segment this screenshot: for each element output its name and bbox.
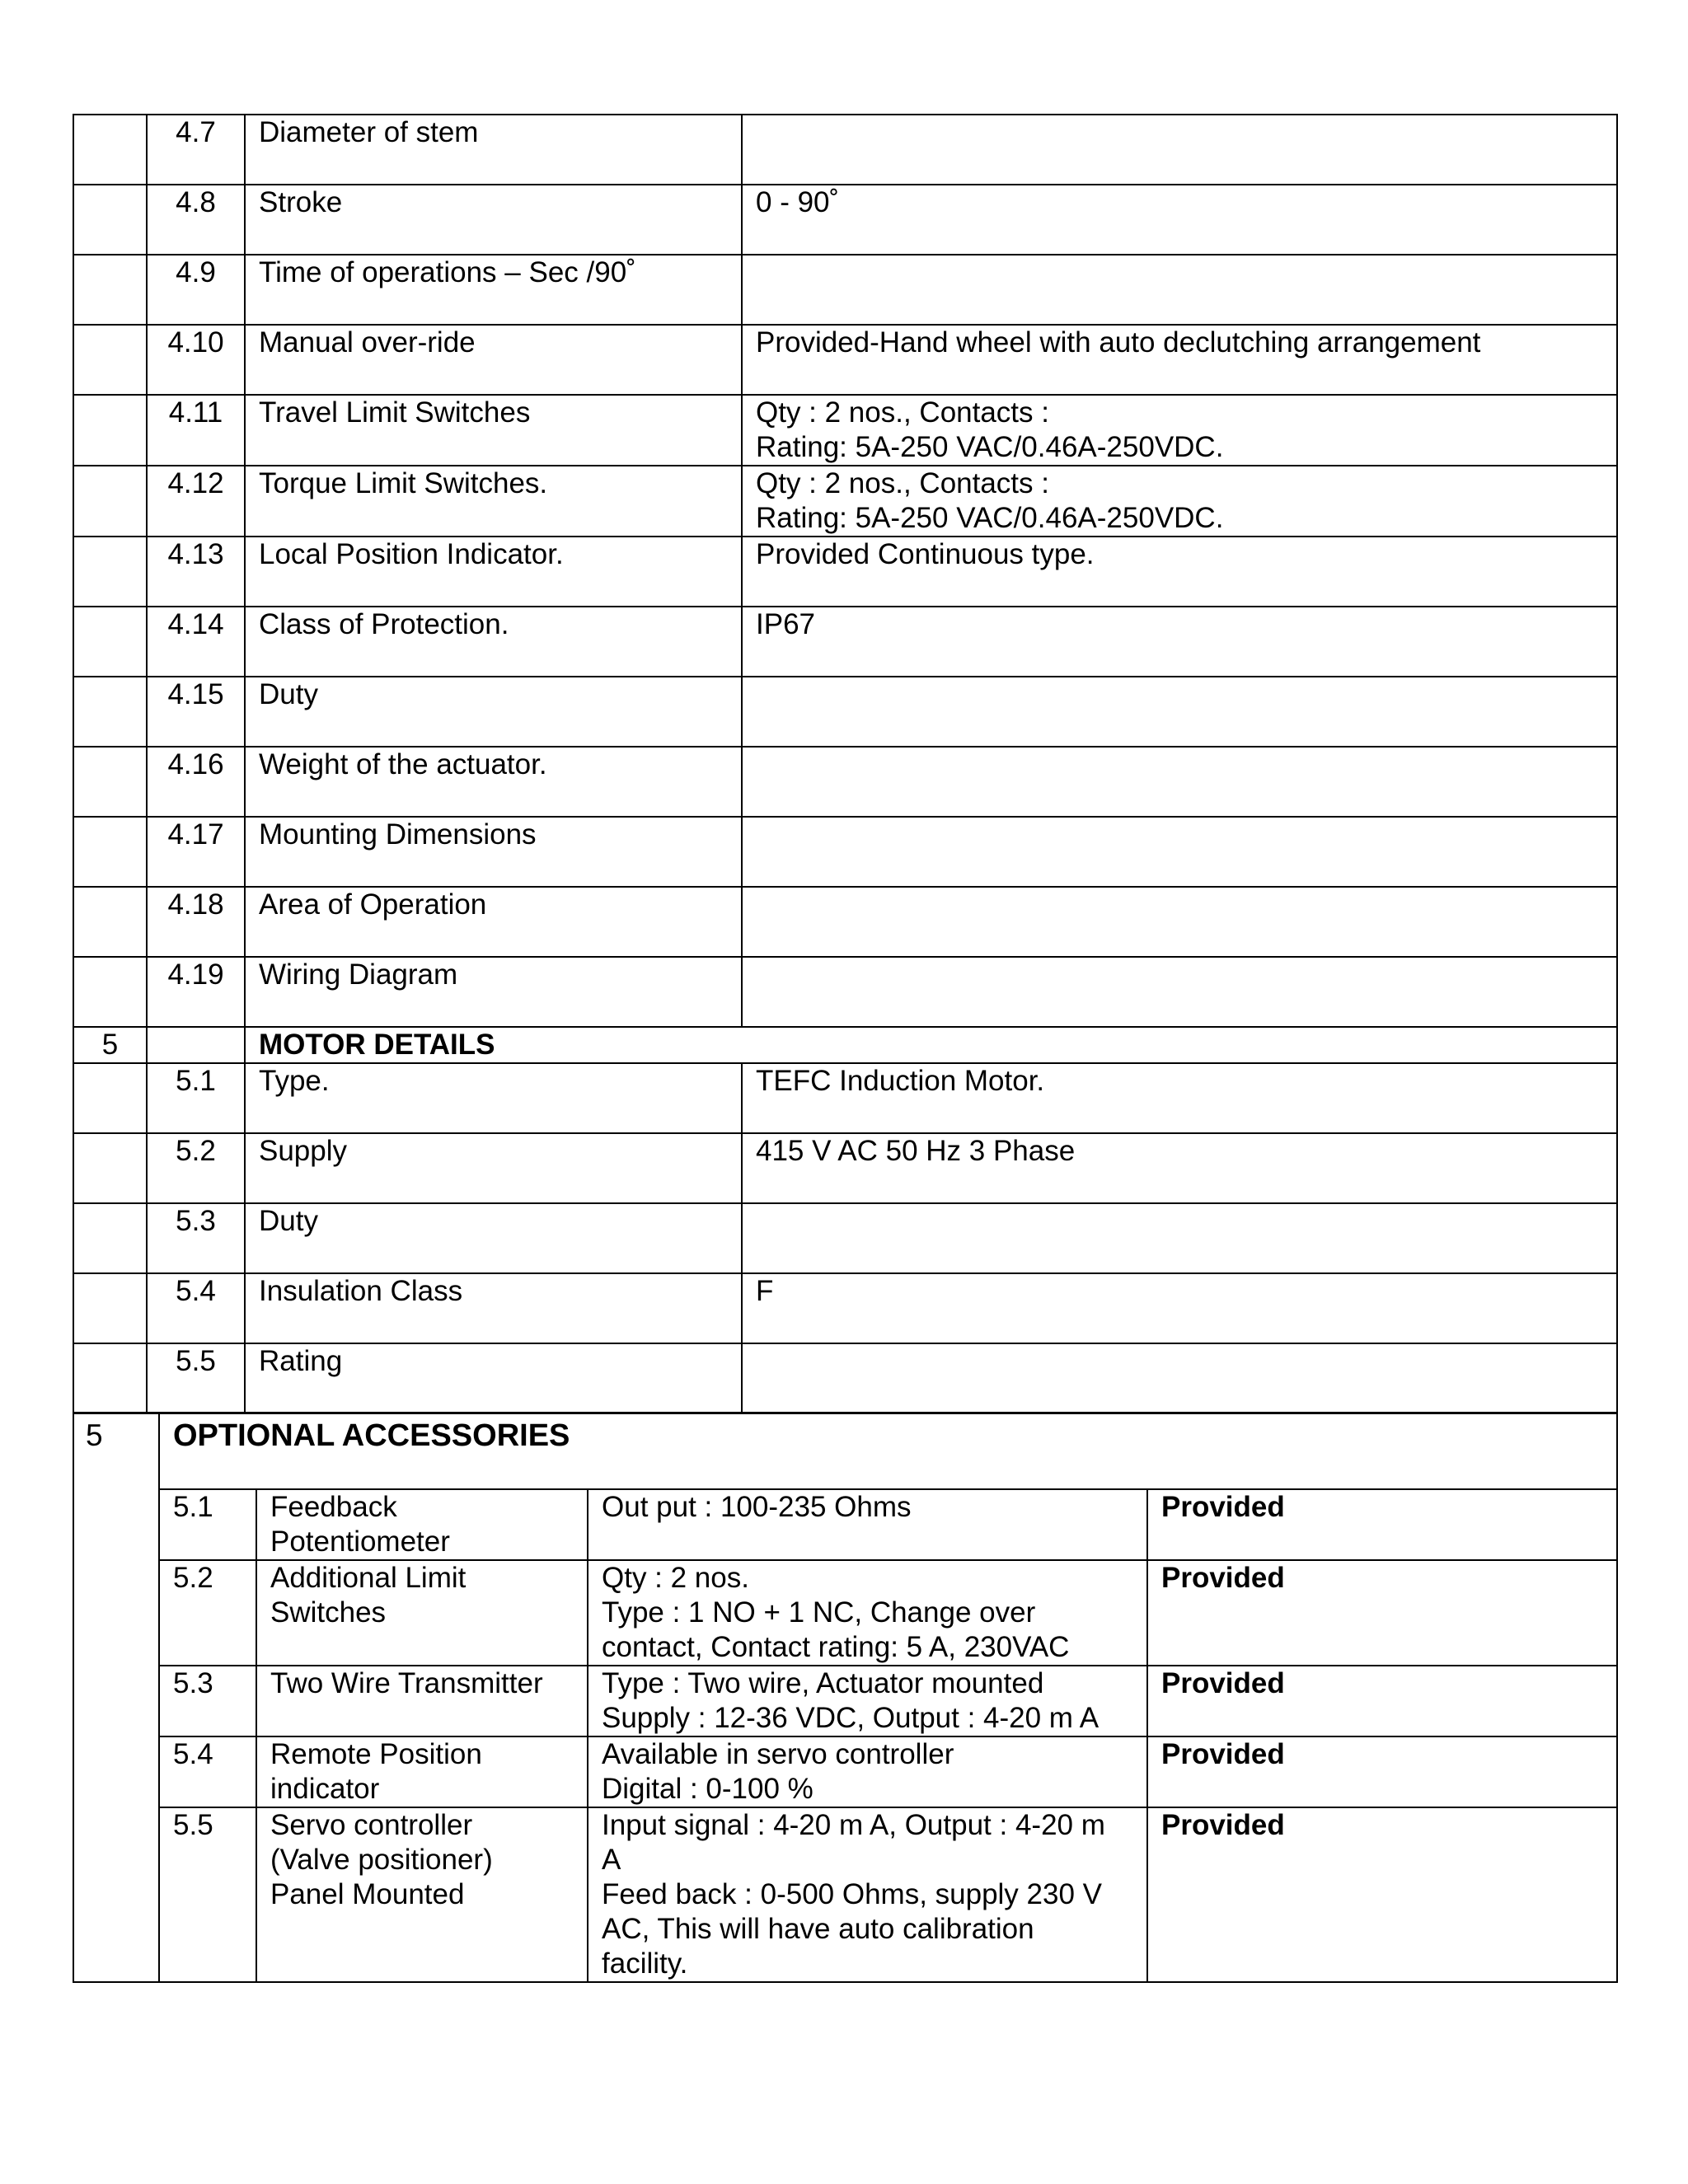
item-number: 4.14 bbox=[147, 607, 245, 677]
optional-header-row bbox=[73, 1413, 1617, 1489]
spec-row bbox=[73, 1063, 1617, 1133]
item-number: 5.3 bbox=[159, 1666, 256, 1736]
item-value: Provided-Hand wheel with auto declutching arrangement bbox=[742, 325, 1617, 395]
item-value bbox=[588, 1560, 1147, 1666]
value-line: Feed back : 0-500 Ohms, supply 230 V bbox=[602, 1878, 1102, 1910]
optional-body bbox=[73, 1413, 1617, 1982]
item-number: 4.17 bbox=[147, 817, 245, 887]
spec-row bbox=[73, 957, 1617, 1027]
item-description bbox=[256, 1736, 588, 1807]
section-cell bbox=[73, 466, 147, 537]
item-number: 5.4 bbox=[147, 1273, 245, 1343]
item-value bbox=[742, 677, 1617, 747]
item-value bbox=[742, 1203, 1617, 1273]
value-line: Supply : 12-36 VDC, Output : 4-20 m A bbox=[602, 1702, 1100, 1734]
value-line: Type : Two wire, Actuator mounted bbox=[602, 1667, 1044, 1699]
item-number: 4.15 bbox=[147, 677, 245, 747]
specification-table bbox=[73, 114, 1618, 1414]
item-description: Torque Limit Switches. bbox=[245, 466, 742, 537]
section-cell bbox=[73, 747, 147, 817]
value-line: Qty : 2 nos., Contacts : bbox=[756, 396, 1049, 429]
item-value bbox=[742, 466, 1617, 537]
section-cell bbox=[73, 887, 147, 957]
value-line: facility. bbox=[602, 1947, 688, 1980]
item-number: 4.16 bbox=[147, 747, 245, 817]
desc-line: Feedback bbox=[270, 1491, 397, 1523]
item-description: Insulation Class bbox=[245, 1273, 742, 1343]
item-number: 5.1 bbox=[147, 1063, 245, 1133]
section-cell bbox=[73, 395, 147, 466]
item-value bbox=[742, 747, 1617, 817]
item-value bbox=[588, 1807, 1147, 1982]
desc-line: Switches bbox=[270, 1596, 387, 1629]
item-description: Type. bbox=[245, 1063, 742, 1133]
spec-row bbox=[73, 1133, 1617, 1203]
section-number: 5 bbox=[73, 1027, 147, 1063]
item-description bbox=[256, 1807, 588, 1982]
item-number: 5.4 bbox=[159, 1736, 256, 1807]
value-line: Available in servo controller bbox=[602, 1738, 954, 1770]
item-description: Duty bbox=[245, 1203, 742, 1273]
section-cell bbox=[73, 185, 147, 255]
value-line: Out put : 100-235 Ohms bbox=[602, 1491, 912, 1523]
spec-body bbox=[73, 115, 1617, 1413]
item-value: Provided Continuous type. bbox=[742, 537, 1617, 607]
spec-row bbox=[73, 747, 1617, 817]
item-description: Area of Operation bbox=[245, 887, 742, 957]
desc-line: indicator bbox=[270, 1773, 380, 1805]
item-value bbox=[742, 957, 1617, 1027]
value-line: Qty : 2 nos., Contacts : bbox=[756, 467, 1049, 499]
section-title: OPTIONAL ACCESSORIES bbox=[159, 1413, 1617, 1489]
item-number: 5.2 bbox=[147, 1133, 245, 1203]
desc-line: (Valve positioner) bbox=[270, 1844, 493, 1876]
value-line: Type : 1 NO + 1 NC, Change over bbox=[602, 1596, 1036, 1629]
section-cell bbox=[73, 1273, 147, 1343]
item-value bbox=[588, 1666, 1147, 1736]
section-cell bbox=[73, 537, 147, 607]
item-number: 4.12 bbox=[147, 466, 245, 537]
spec-row bbox=[73, 255, 1617, 325]
item-description: Mounting Dimensions bbox=[245, 817, 742, 887]
item-description: Duty bbox=[245, 677, 742, 747]
status-cell: Provided bbox=[1147, 1489, 1617, 1560]
item-value bbox=[742, 115, 1617, 185]
item-value bbox=[742, 255, 1617, 325]
value-line: A bbox=[602, 1844, 621, 1876]
spec-row bbox=[73, 607, 1617, 677]
item-number: 4.13 bbox=[147, 537, 245, 607]
spec-row bbox=[73, 887, 1617, 957]
item-description: Rating bbox=[245, 1343, 742, 1413]
optional-accessories-table bbox=[73, 1412, 1618, 1983]
accessory-row bbox=[73, 1666, 1617, 1736]
accessory-row bbox=[73, 1560, 1617, 1666]
item-description: Supply bbox=[245, 1133, 742, 1203]
item-value: F bbox=[742, 1273, 1617, 1343]
section-cell bbox=[73, 255, 147, 325]
item-value: 415 V AC 50 Hz 3 Phase bbox=[742, 1133, 1617, 1203]
item-description bbox=[256, 1666, 588, 1736]
section-cell bbox=[73, 957, 147, 1027]
item-description: Class of Protection. bbox=[245, 607, 742, 677]
section-cell bbox=[73, 817, 147, 887]
item-value: 0 - 90˚ bbox=[742, 185, 1617, 255]
section-cell bbox=[73, 1133, 147, 1203]
spec-row bbox=[73, 537, 1617, 607]
spec-row bbox=[73, 1273, 1617, 1343]
item-number: 4.18 bbox=[147, 887, 245, 957]
section-title: MOTOR DETAILS bbox=[245, 1027, 1617, 1063]
item-description: Wiring Diagram bbox=[245, 957, 742, 1027]
item-description: Manual over-ride bbox=[245, 325, 742, 395]
section-cell bbox=[73, 677, 147, 747]
value-line: Rating: 5A-250 VAC/0.46A-250VDC. bbox=[756, 502, 1224, 534]
value-line: AC, This will have auto calibration bbox=[602, 1913, 1034, 1945]
spec-row bbox=[73, 817, 1617, 887]
accessory-row bbox=[73, 1807, 1617, 1982]
spec-row bbox=[73, 1203, 1617, 1273]
item-value: IP67 bbox=[742, 607, 1617, 677]
desc-line: Additional Limit bbox=[270, 1562, 467, 1594]
accessory-row bbox=[73, 1736, 1617, 1807]
spec-row bbox=[73, 115, 1617, 185]
item-value bbox=[588, 1736, 1147, 1807]
item-number: 4.9 bbox=[147, 255, 245, 325]
section-cell bbox=[73, 1203, 147, 1273]
item-number: 5.3 bbox=[147, 1203, 245, 1273]
item-value bbox=[588, 1489, 1147, 1560]
item-description: Travel Limit Switches bbox=[245, 395, 742, 466]
value-line: Rating: 5A-250 VAC/0.46A-250VDC. bbox=[756, 431, 1224, 463]
status-cell: Provided bbox=[1147, 1666, 1617, 1736]
item-description: Local Position Indicator. bbox=[245, 537, 742, 607]
value-line: Qty : 2 nos. bbox=[602, 1562, 749, 1594]
item-description bbox=[256, 1560, 588, 1666]
item-number: 5.5 bbox=[147, 1343, 245, 1413]
item-value bbox=[742, 817, 1617, 887]
desc-line: Two Wire Transmitter bbox=[270, 1667, 543, 1699]
spec-row bbox=[73, 466, 1617, 537]
status-cell: Provided bbox=[1147, 1736, 1617, 1807]
value-line: contact, Contact rating: 5 A, 230VAC bbox=[602, 1631, 1070, 1663]
item-description bbox=[256, 1489, 588, 1560]
item-number: 4.10 bbox=[147, 325, 245, 395]
accessory-row bbox=[73, 1489, 1617, 1560]
item-description: Diameter of stem bbox=[245, 115, 742, 185]
value-line: Input signal : 4-20 m A, Output : 4-20 m bbox=[602, 1809, 1105, 1841]
item-number: 5.2 bbox=[159, 1560, 256, 1666]
item-value bbox=[742, 395, 1617, 466]
desc-line: Servo controller bbox=[270, 1809, 473, 1841]
item-value bbox=[742, 887, 1617, 957]
desc-line: Remote Position bbox=[270, 1738, 482, 1770]
item-description: Time of operations – Sec /90˚ bbox=[245, 255, 742, 325]
status-cell: Provided bbox=[1147, 1560, 1617, 1666]
item-value: TEFC Induction Motor. bbox=[742, 1063, 1617, 1133]
desc-line: Potentiometer bbox=[270, 1526, 450, 1558]
desc-line: Panel Mounted bbox=[270, 1878, 465, 1910]
section-cell bbox=[73, 115, 147, 185]
spec-row bbox=[73, 395, 1617, 466]
item-description: Weight of the actuator. bbox=[245, 747, 742, 817]
item-description: Stroke bbox=[245, 185, 742, 255]
section-cell bbox=[73, 325, 147, 395]
item-number: 4.11 bbox=[147, 395, 245, 466]
section-cell bbox=[73, 607, 147, 677]
item-number: 4.7 bbox=[147, 115, 245, 185]
item-value bbox=[742, 1343, 1617, 1413]
item-number: 4.8 bbox=[147, 185, 245, 255]
item-number: 4.19 bbox=[147, 957, 245, 1027]
status-cell: Provided bbox=[1147, 1807, 1617, 1982]
spec-row bbox=[73, 1343, 1617, 1413]
section-cell bbox=[73, 1063, 147, 1133]
spec-row bbox=[73, 677, 1617, 747]
section-number: 5 bbox=[73, 1413, 159, 1982]
spec-row bbox=[73, 325, 1617, 395]
spec-row bbox=[73, 185, 1617, 255]
section-blank bbox=[147, 1027, 245, 1063]
item-number: 5.5 bbox=[159, 1807, 256, 1982]
value-line: Digital : 0-100 % bbox=[602, 1773, 814, 1805]
item-number: 5.1 bbox=[159, 1489, 256, 1560]
section-cell bbox=[73, 1343, 147, 1413]
section-header-row bbox=[73, 1027, 1617, 1063]
